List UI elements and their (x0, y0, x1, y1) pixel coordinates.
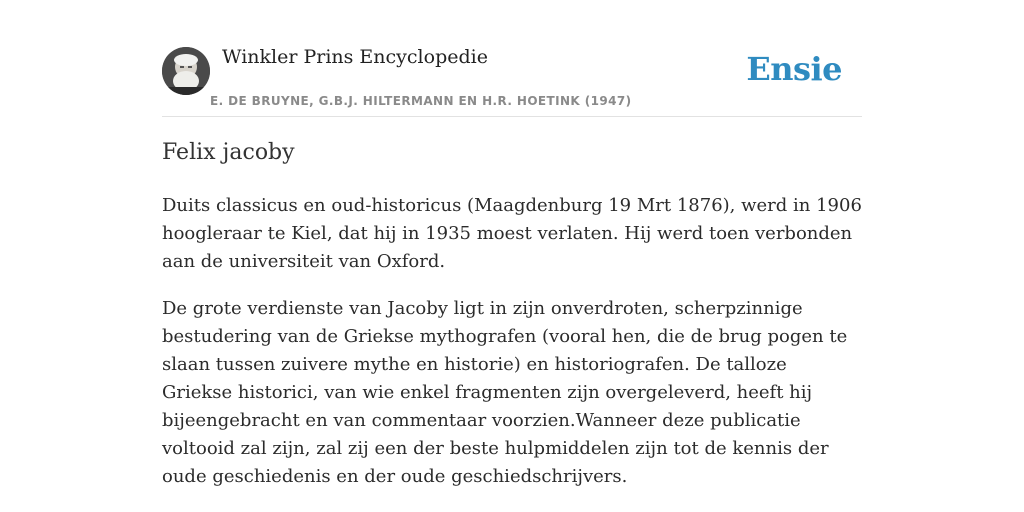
article-paragraph: Duits classicus en oud-historicus (Maagdenburg 19 Mrt 1876), werd in 1906 hoogleraar te Kiel, dat hij in 1935 moest verlaten. Hij werd toen verbonden aan de universiteit van Oxford. (162, 195, 862, 272)
header (162, 0, 862, 117)
article-paragraph: De grote verdienste van Jacoby ligt in zijn onverdroten, scherpzinnige bestudering van de Griekse mythografen (vooral hen, die de brug pogen te slaan tussen zuivere mythe en historie) en historiografen. De talloze Griekse historici, van wie enkel fragmenten zijn overgeleverd, heeft hij bijeengebracht en van commentaar voorzien.Wanneer deze publicatie voltooid zal zijn, zal zij een der beste hulpmiddelen zijn tot de kennis der oude geschiedenis en der oude geschiedschrijvers. (162, 298, 848, 487)
page (162, 0, 862, 487)
article-title: Felix jacoby (162, 140, 295, 165)
portrait-avatar-icon[interactable] (162, 47, 210, 95)
encyclopedia-title[interactable]: Winkler Prins Encyclopedie (222, 46, 488, 68)
authors-line: E. DE BRUYNE, G.B.J. HILTERMANN EN H.R. HOETINK (1947) (210, 94, 632, 108)
article-body (162, 192, 862, 510)
ensie-logo[interactable]: Ensie (746, 50, 842, 88)
